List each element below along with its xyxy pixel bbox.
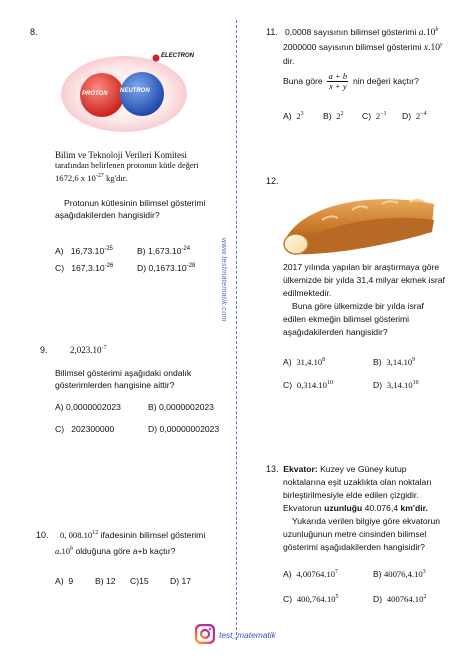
q11-question: Buna göre $\frac{a + b}{x + y}$ nin değeri kaçtır?	[283, 71, 419, 91]
instagram-icon[interactable]	[195, 624, 215, 644]
q8-question-line2: aşağıdakilerden hangisidir?	[55, 210, 160, 220]
q12-line2: ülkemizde bir yılda 31,4 milyar ekmek israf	[283, 275, 445, 285]
q9-question-line2: gösterimlerden hangisine aittir?	[55, 380, 175, 390]
q8-committee-line2: tarafından belirlenen protonun kütle değeri	[55, 161, 199, 170]
q9-option-c[interactable]: C) 202300000	[55, 424, 115, 434]
q8-option-a[interactable]: A) $16,73.10^{-25}$	[55, 246, 113, 256]
q11-number: 11.	[266, 27, 278, 37]
q11-option-c[interactable]: C) $2^{-1}$	[362, 111, 387, 121]
q11-line1: 0,0008 sayısının bilimsel gösterimi a.10$^b$	[285, 27, 439, 38]
q8-option-b[interactable]: B) $1,673.10^{-24}$	[137, 246, 191, 256]
q10-option-d[interactable]: D) 17	[170, 576, 192, 586]
q12-line3: edilmektedir.	[283, 288, 332, 298]
electron-label: ELECTRON	[161, 53, 194, 59]
q9-value: $2,023.10^{-7}$	[70, 345, 107, 355]
q9-option-a[interactable]: A) 0,0000002023	[55, 402, 121, 412]
bread-illustration	[282, 186, 438, 256]
q12-line5: edilen ekmeğin bilimsel gösterimi	[283, 314, 410, 324]
q11-line3: dir.	[283, 56, 295, 66]
proton-label: PROTON	[82, 91, 108, 97]
q11-line2: 2000000 sayısının bilimsel gösterimi x.10$^y$	[283, 42, 443, 53]
q8-option-d[interactable]: D) $0,1673.10^{-28}$	[137, 263, 196, 273]
q11-option-b[interactable]: B) $2^2$	[323, 111, 344, 121]
q12-line6: aşağıdakilerden hangisidir?	[283, 327, 388, 337]
q13-option-b[interactable]: B) 40076,4.10$^3$	[373, 569, 426, 579]
q9-option-b[interactable]: B) 0,0000002023	[148, 402, 214, 412]
q10-line2: a.10$^b$ olduğuna göre a+b kaçtır?	[55, 546, 176, 556]
q13-line5: Yukarıda verilen bilgiye göre ekvatorun	[292, 516, 441, 526]
website-vertical: www.testmatematik.com	[220, 238, 229, 322]
q9-option-d[interactable]: D) 0,00000002023	[148, 424, 220, 434]
q13-option-a[interactable]: A) 4,00764.10$^7$	[283, 569, 339, 579]
electron-dot	[153, 55, 160, 62]
q12-option-b[interactable]: B) 3,14.10$^9$	[373, 357, 416, 367]
q13-option-c[interactable]: C) 400,764.10$^5$	[283, 594, 339, 604]
q8-question-line1: Protonun kütlesinin bilimsel gösterimi	[64, 198, 206, 208]
neutron-sphere	[120, 72, 164, 116]
q12-line1: 2017 yılında yapılan bir araştırmaya göre	[283, 262, 440, 272]
q13-line7: gösterimi aşağıdakilerden hangisidir?	[283, 542, 425, 552]
q9-number: 9.	[40, 345, 48, 355]
q12-option-d[interactable]: D) 3,14.10$^{10}$	[373, 380, 419, 390]
q12-line4: Buna göre ülkemizde bir yılda israf	[292, 301, 424, 311]
q12-option-a[interactable]: A) 31,4.10$^8$	[283, 357, 326, 367]
column-divider	[236, 20, 237, 640]
q11-option-a[interactable]: A) $2^3$	[283, 111, 304, 121]
q12-option-c[interactable]: C) 0,314.10$^{10}$	[283, 380, 333, 390]
q10-option-b[interactable]: B) 12	[95, 576, 116, 586]
q10-line1: 0, 008.10$^{12}$ ifadesinin bilimsel gösterimi	[60, 530, 206, 540]
q9-question-line1: Bilimsel gösterimi aşağıdaki ondalık	[55, 368, 192, 378]
q12-number: 12.	[266, 176, 279, 186]
q11-fraction: $\frac{a + b}{x + y}$	[328, 71, 348, 91]
q8-committee: Bilim ve Teknoloji Verileri Komitesi	[55, 150, 188, 160]
q13-line1: 13. Ekvator: Kuzey ve Güney kutup	[266, 464, 407, 474]
q8-option-c[interactable]: C) $167,3.10^{-26}$	[55, 263, 114, 273]
q13-line6: uzunluğunun metre cinsinden bilimsel	[283, 529, 427, 539]
q13-line4: Ekvatorun uzunluğu 40.076,4 km'dir.	[283, 503, 428, 513]
q13-line3: birleştirilmesiyle elde edilen çizgidir.	[283, 490, 419, 500]
q10-option-a[interactable]: A) 9	[55, 576, 74, 586]
instagram-handle[interactable]: test_matematik	[219, 630, 276, 640]
q8-value: 1672,6 x $10^{-27}$ kg'dır.	[55, 173, 128, 183]
q10-option-c[interactable]: C)15	[130, 576, 149, 586]
q11-option-d[interactable]: D) $2^{-4}$	[402, 111, 427, 121]
q13-option-d[interactable]: D) 400764.10$^2$	[373, 594, 427, 604]
q13-line2: noktalarına eşit uzaklıkta olan noktaları	[283, 477, 432, 487]
neutron-label: NEUTRON	[120, 88, 150, 94]
q10-number: 10.	[36, 530, 49, 540]
q8-number: 8.	[30, 27, 38, 37]
